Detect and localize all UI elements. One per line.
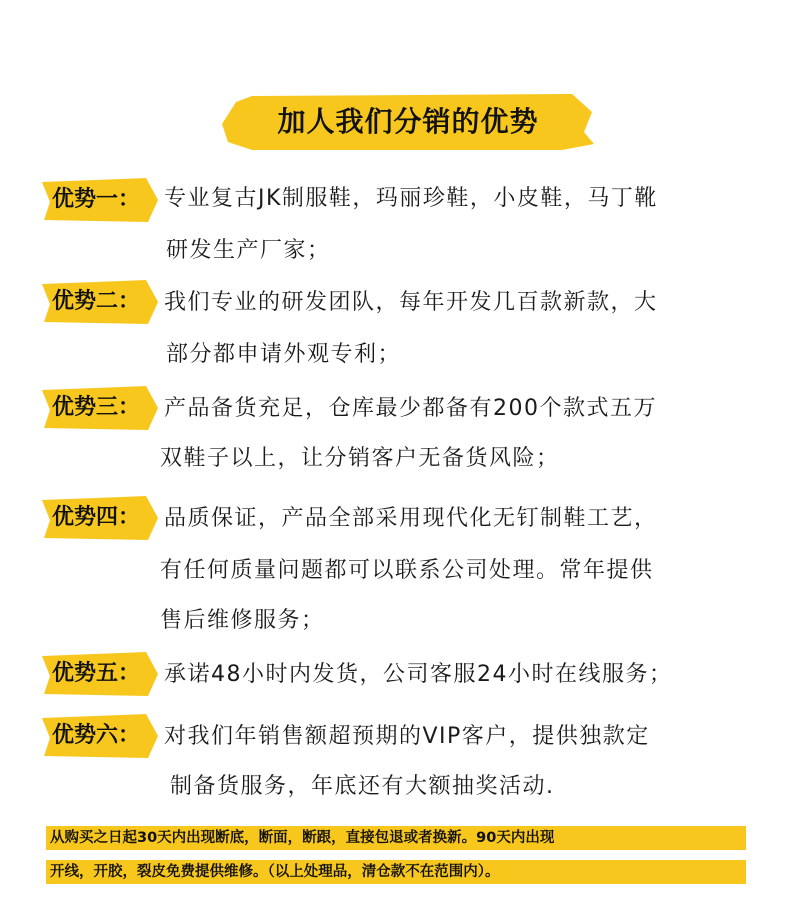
note-line: 从购买之日起30天内出现断底，断面，断跟，直接包退或者换新。90天内出现 <box>50 830 555 846</box>
advantage-text-line: 对我们年销售额超预期的VIP客户，提供独款定 <box>164 724 650 749</box>
advantage-tag <box>40 176 158 224</box>
advantage-text-line: 部分都申请外观专利； <box>166 342 402 367</box>
advantage-label: 优势四： <box>52 505 141 530</box>
advantage-tag <box>40 494 158 542</box>
note-line: 开线，开胶，裂皮免费提供维修。（以上处理品，清仓款不在范围内）。 <box>50 864 500 880</box>
advantage-text-line: 产品备货充足，仓库最少都备有200个款式五万 <box>164 396 657 421</box>
advantage-label: 优势一： <box>52 187 141 212</box>
advantage-text-line: 品质保证，产品全部采用现代化无钉制鞋工艺， <box>164 506 658 531</box>
advantage-tag <box>40 650 158 698</box>
advantage-tag <box>40 712 158 760</box>
advantage-label: 优势二： <box>52 289 141 314</box>
advantage-label: 优势六： <box>52 723 141 748</box>
advantage-tag <box>40 384 158 432</box>
advantage-label: 优势五： <box>52 661 141 686</box>
advantage-label: 优势三： <box>52 395 141 420</box>
title-banner <box>222 92 594 152</box>
advantage-text-line: 制备货服务，年底还有大额抽奖活动. <box>170 774 555 799</box>
page-title: 加人我们分销的优势 <box>277 105 539 138</box>
advantage-text-line: 有任何质量问题都可以联系公司处理。常年提供 <box>160 558 654 583</box>
advantage-text-line: 双鞋子以上，让分销客户无备货风险； <box>160 446 560 471</box>
advantage-text-line: 研发生产厂家； <box>166 238 331 263</box>
advantage-text-line: 承诺48小时内发货，公司客服24小时在线服务； <box>164 662 673 687</box>
advantage-tag <box>40 278 158 326</box>
advantage-text-line: 我们专业的研发团队，每年开发几百款新款，大 <box>164 290 658 315</box>
advantage-text-line: 专业复古JK制服鞋，玛丽珍鞋，小皮鞋，马丁靴 <box>164 186 658 211</box>
advantage-text-line: 售后维修服务； <box>160 608 325 633</box>
